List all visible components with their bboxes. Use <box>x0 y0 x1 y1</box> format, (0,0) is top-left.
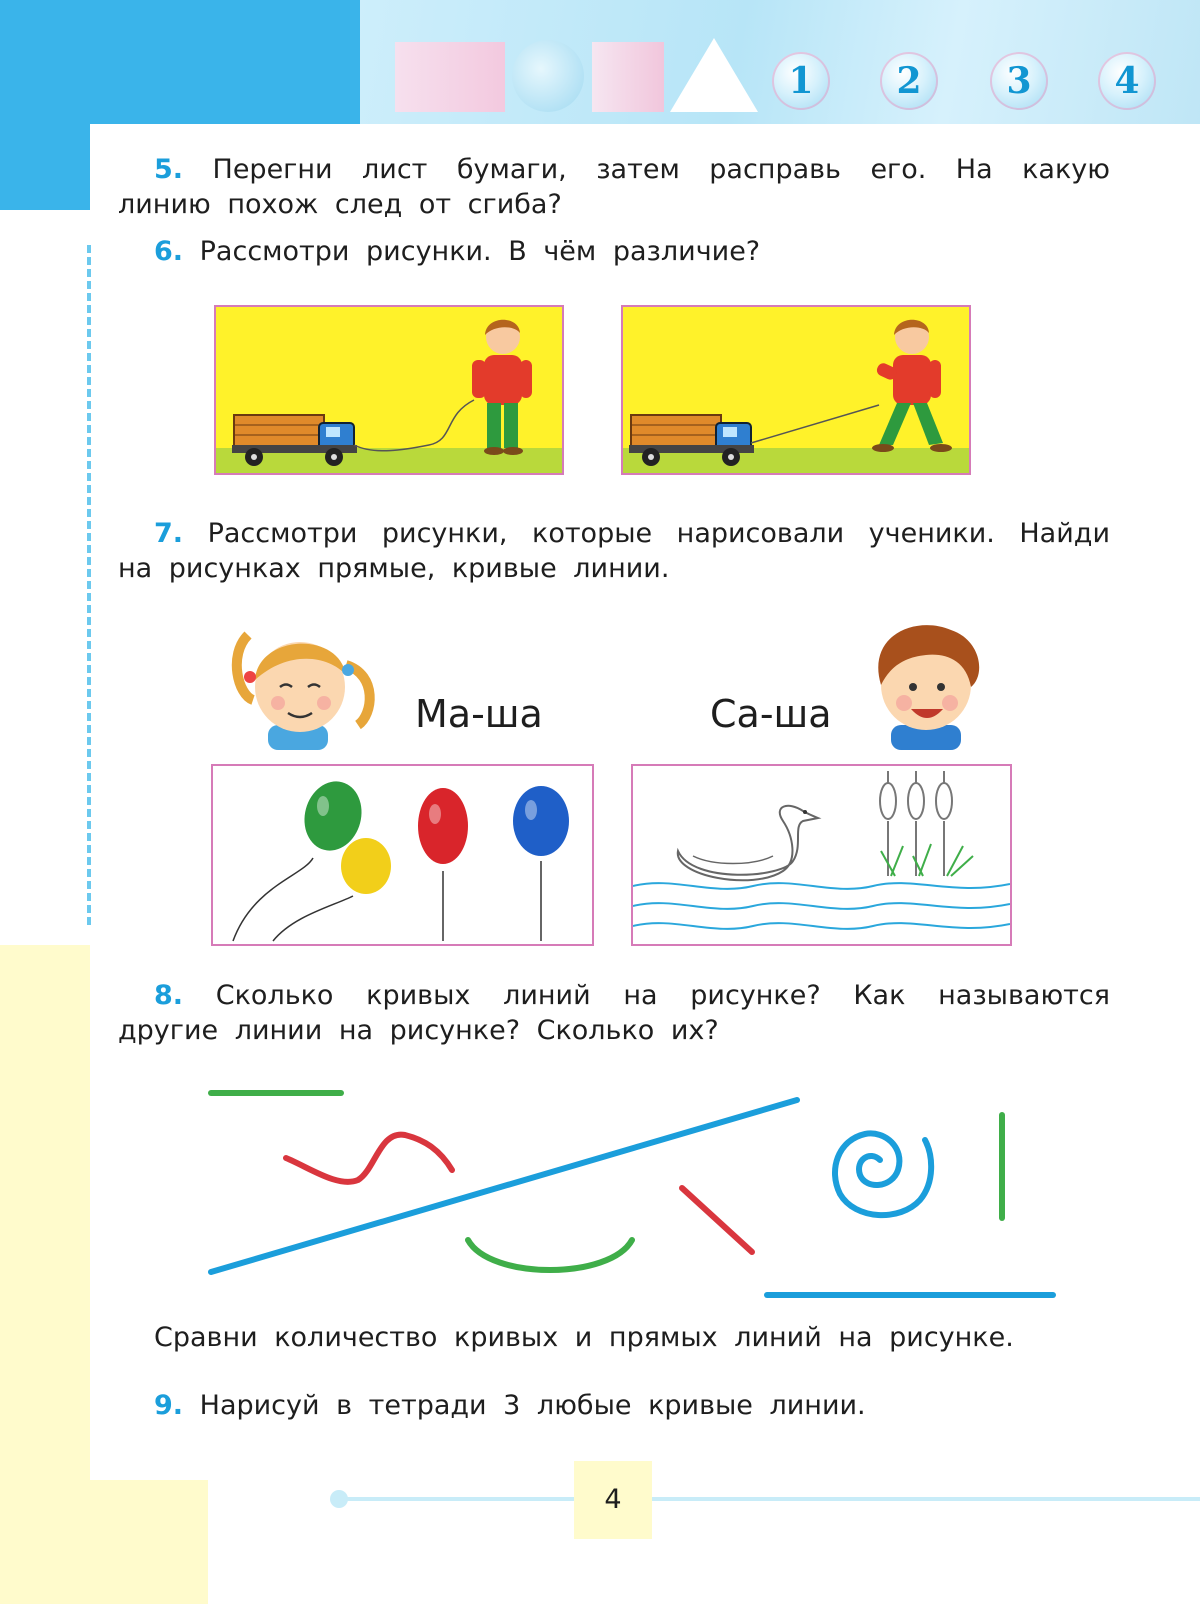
badge-2: 2 <box>880 52 938 110</box>
page-number: 4 <box>604 1484 622 1515</box>
boy-sasha-illustration <box>856 615 996 755</box>
lines-figure <box>0 1070 1200 1310</box>
girl-masha-illustration <box>228 615 388 755</box>
sasha-drawing-frame <box>631 764 1012 946</box>
sasha-name-label: Са-ша <box>710 692 832 736</box>
task-6-text: Рассмотри рисунки. В чём различие? <box>199 236 761 267</box>
compare-text: Сравни количество кривых и прямых линий на рисунке. <box>154 1322 1014 1353</box>
task-5-text: Перегни лист бумаги, затем расправь его. На какую линию похож след от сгиба? <box>118 154 1110 220</box>
task-7-text: Рассмотри рисунки, которые нарисовали ученики. Найди на рисунках прямые, кривые линии. <box>118 518 1110 584</box>
compare-instruction <box>118 1320 1110 1355</box>
masha-name-label: Ма-ша <box>415 692 543 736</box>
pink-rectangle-shape <box>395 42 505 112</box>
blue-circle-shape <box>512 40 584 112</box>
task-8-number: 8. <box>154 980 184 1011</box>
masha-drawing-frame <box>211 764 594 946</box>
white-triangle-shape <box>668 36 760 114</box>
task-9-text: Нарисуй в тетради 3 любые кривые линии. <box>199 1390 866 1421</box>
footer-dot <box>330 1490 348 1508</box>
green-arc-curve <box>468 1240 632 1270</box>
task-9-number: 9. <box>154 1390 184 1421</box>
task-9 <box>118 1388 1110 1423</box>
boy-truck-picture-walking <box>621 305 971 475</box>
task-8 <box>118 978 1110 1048</box>
decorative-yellow-corner <box>0 1480 208 1604</box>
badge-3: 3 <box>990 52 1048 110</box>
task-6 <box>118 234 1110 269</box>
task-6-number: 6. <box>154 236 184 267</box>
badge-4: 4 <box>1098 52 1156 110</box>
swan-drawing <box>633 766 1010 944</box>
pink-square-shape <box>592 42 664 112</box>
badge-1: 1 <box>772 52 830 110</box>
red-short-straight-segment <box>682 1188 752 1252</box>
footer-line <box>338 1497 1200 1501</box>
blue-long-straight-line <box>211 1100 797 1272</box>
task-7-number: 7. <box>154 518 184 549</box>
task-5 <box>118 152 1110 222</box>
red-wavy-curve <box>286 1135 452 1182</box>
dashed-margin-line <box>87 245 91 925</box>
task-7 <box>118 516 1110 586</box>
task-8-text: Сколько кривых линий на рисунке? Как называются другие линии на рисунке? Сколько их? <box>118 980 1110 1046</box>
task-5-number: 5. <box>154 154 184 185</box>
blue-spiral-curve <box>835 1133 931 1215</box>
balloons-drawing <box>213 766 592 944</box>
boy-truck-picture-standing <box>214 305 564 475</box>
